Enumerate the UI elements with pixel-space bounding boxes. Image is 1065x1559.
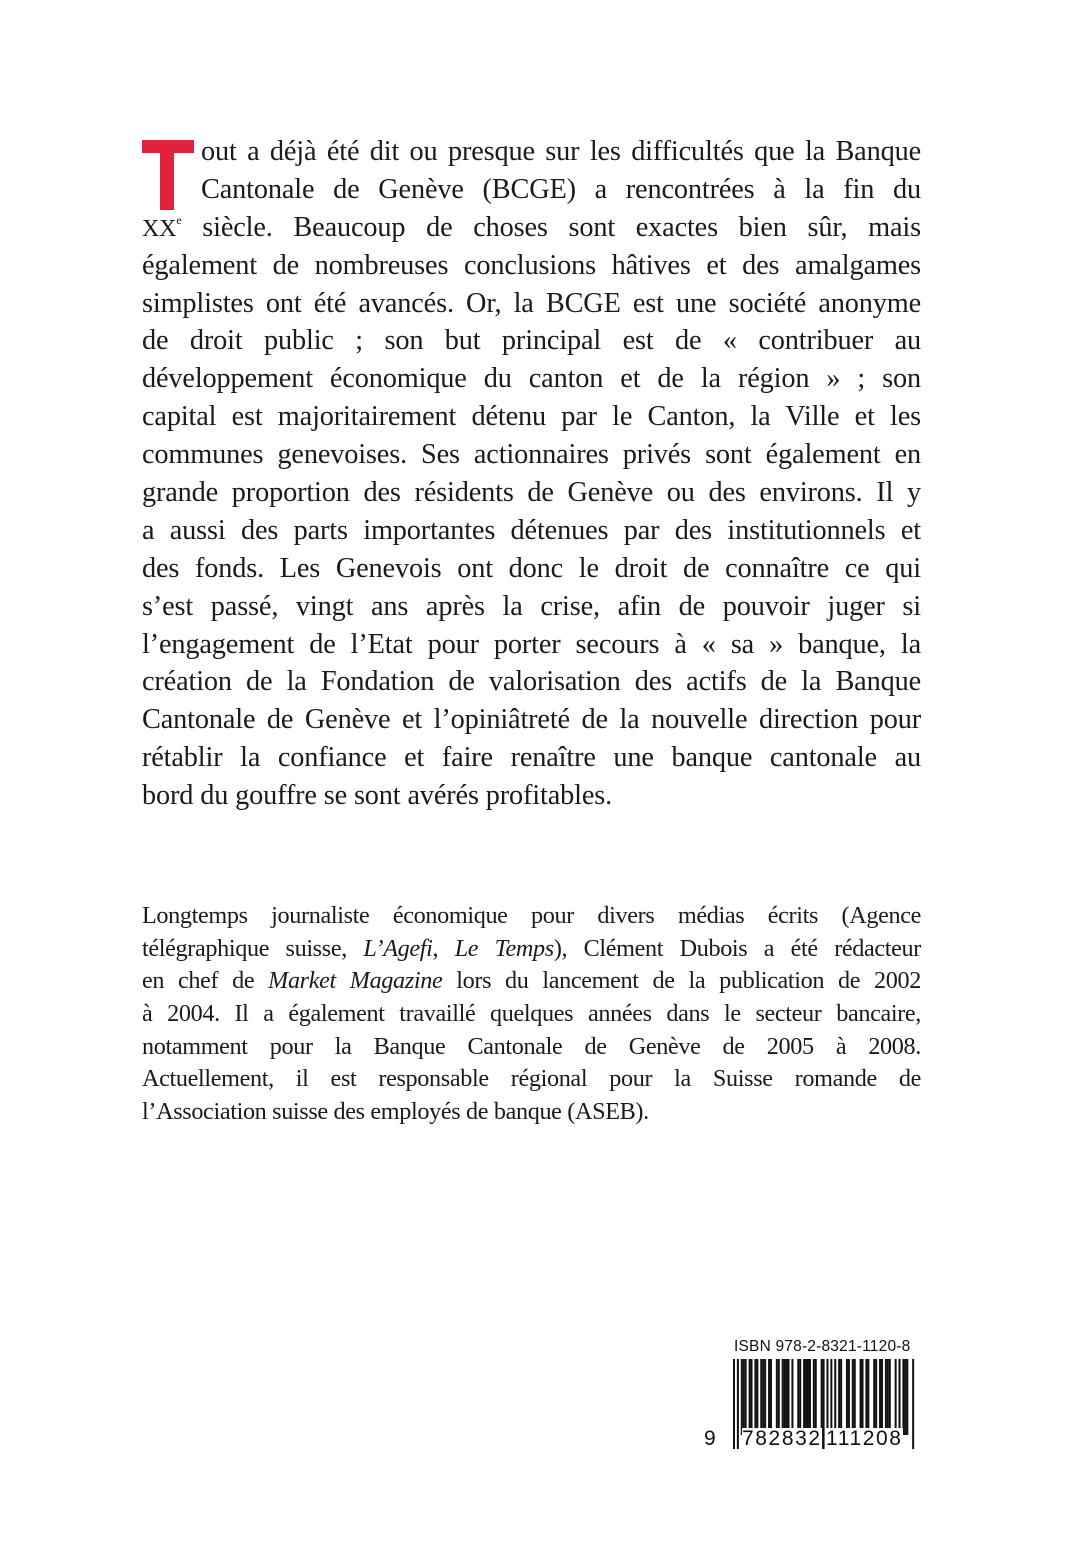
blurb-line: a aussi des parts importantes détenues par des institutionnels et (142, 514, 921, 546)
barcode-digits-left: 782832 (742, 1427, 822, 1450)
blurb-line: également de nombreuses conclusions hâtives et des amalgames (142, 249, 921, 281)
blurb-line: Cantonale de Genève (BCGE) a rencontrées à la fin du (201, 173, 921, 205)
bio-line: télégraphique suisse, L’Agefi, Le Temps), Clément Dubois a été rédacteur (142, 934, 922, 962)
blurb-line: création de la Fondation de valorisation des actifs de la Banque (142, 666, 921, 698)
bio-line: l’Association suisse des employés de banque (ASEB). (142, 1098, 649, 1126)
barcode-first-digit: 9 (704, 1427, 718, 1450)
back-cover-blurb (142, 133, 921, 815)
bio-line: notamment pour la Banque Cantonale de Genève de 2005 à 2008. (142, 1032, 921, 1060)
blurb-line: de droit public ; son but principal est de « contribuer au (142, 325, 921, 357)
publication-title: Market Magazine (268, 967, 443, 995)
isbn-label: ISBN 978-2-8321-1120-8 (734, 1338, 911, 1355)
blurb-line: grande proportion des résidents de Genève ou des environs. Il y (142, 477, 921, 509)
bio-line: Longtemps journaliste économique pour divers médias écrits (Agence (142, 902, 921, 929)
blurb-line: l’engagement de l’Etat pour porter secours à « sa » banque, la (142, 628, 921, 660)
century-roman: XXe (142, 212, 182, 242)
blurb-line: développement économique du canton et de la région » ; son (142, 363, 921, 395)
publication-title: L’Agefi (363, 934, 433, 962)
blurb-line: des fonds. Les Genevois ont donc le droit de connaître ce qui (142, 552, 921, 584)
isbn-barcode (704, 1338, 924, 1458)
bio-line: Actuellement, il est responsable régional pour la Suisse romande de (142, 1065, 921, 1093)
blurb-line: Cantonale de Genève et l’opiniâtreté de la nouvelle direction pour (142, 704, 921, 736)
blurb-line: out a déjà été dit ou presque sur les difficultés que la Banque (201, 136, 921, 167)
blurb-line: capital est majoritairement détenu par le Canton, la Ville et les (142, 401, 921, 433)
blurb-line: bord du gouffre se sont avérés profitables. (142, 780, 613, 812)
bio-line: en chef de Market Magazine lors du lancement de la publication de 2002 (142, 967, 922, 995)
publication-title: Le Temps (454, 934, 554, 962)
blurb-line: simplistes ont été avancés. Or, la BCGE est une société anonyme (142, 287, 921, 319)
dropcap-t (142, 140, 194, 210)
blurb-line: rétablir la confiance et faire renaître une banque cantonale au (142, 742, 921, 774)
barcode-digits-right: 111208 (826, 1427, 903, 1450)
bio-line: à 2004. Il a également travaillé quelques années dans le secteur bancaire, (142, 1000, 921, 1028)
blurb-line: s’est passé, vingt ans après la crise, afin de pouvoir juger si (142, 590, 921, 622)
blurb-line: communes genevoises. Ses actionnaires privés sont également en (142, 439, 921, 471)
author-bio (142, 900, 921, 1129)
blurb-line: XXe siècle. Beaucoup de choses sont exactes bien sûr, mais (142, 211, 921, 243)
